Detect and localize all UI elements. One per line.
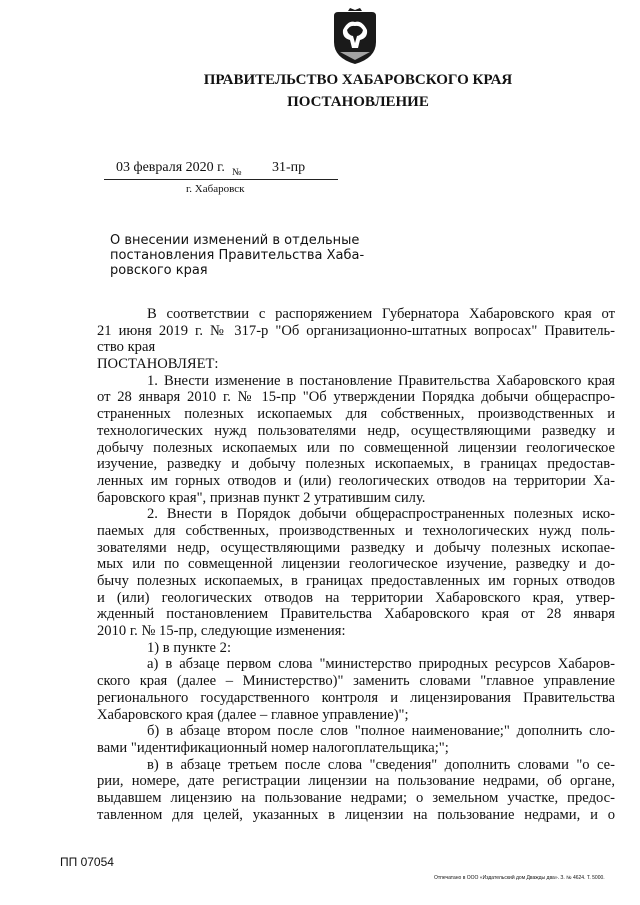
body-line: паемых для собственных, производственных и технологических нужд поль-: [97, 522, 615, 539]
body-line: 2010 г. № 15-пр, следующие изменения:: [97, 623, 346, 640]
subject-line: О внесении изменений в отдельные: [110, 233, 360, 248]
body-line: от 28 января 2010 г. № 15-пр "Об утверждении Порядка добычи общераспро-: [97, 389, 615, 406]
body-line: в) в абзаце третьем после слова "сведения" дополнить словами "о се-: [147, 756, 615, 773]
body-line: добычу полезных ископаемых или по совмещенной лицензии геологическое: [97, 439, 615, 456]
body-line: и (или) геологических отводов на территории Хабаровского края, утвер-: [97, 589, 615, 606]
body-line: а) в абзаце первом слова "министерство природных ресурсов Хабаров-: [147, 656, 615, 673]
body-line: рии, номере, дате регистрации лицензии на пользование недрами, об органе,: [97, 773, 615, 790]
body-line: 1) в пункте 2:: [147, 639, 232, 656]
body-line: бычу полезных ископаемых, в границах предоставленных им горных отводов: [97, 573, 615, 589]
date-underline: [104, 179, 338, 180]
body-line: выдавшем лицензию на пользование недрами; о земельном участке, предос-: [97, 789, 615, 806]
body-line: В соответствии с распоряжением Губернатора Хабаровского края от: [147, 306, 615, 322]
body-line: Хабаровского края (далее – главное управление)";: [97, 706, 409, 723]
body-line: 21 июня 2019 г. № 317-р "Об организационно-штатных вопросах" Правитель-: [97, 322, 615, 339]
body-line: ского края (далее – Министерство)" заменить словами "главное управление: [97, 673, 615, 690]
body-line: зователями недр, осуществляющими разведку и добычу полезных ископае-: [97, 539, 615, 556]
body-line: ПОСТАНОВЛЯЕТ:: [97, 356, 219, 373]
document-city: г. Хабаровск: [186, 183, 245, 195]
print-note: Отпечатано в ООО «Издательский дом Дважды два». З. № 4624. Т. 5000.: [434, 875, 605, 881]
body-line: технологических нужд пользователями недр, осуществляющими разведку и: [97, 422, 615, 439]
body-line: б) в абзаце втором после слов "полное наименование;" дополнить сло-: [147, 723, 615, 740]
number-label: №: [232, 167, 242, 178]
body-line: регионального государственного контроля и лицензирования Правительства: [97, 689, 615, 706]
document-date: 03 февраля 2020 г.: [116, 160, 225, 175]
subject-line: постановления Правительства Хаба-: [110, 248, 365, 263]
body-line: баровского края", признав пункт 2 утратившим силу.: [97, 489, 426, 506]
body-line: вами "идентификационный номер налогоплательщика;";: [97, 739, 449, 756]
organization-title: ПРАВИТЕЛЬСТВО ХАБАРОВСКОГО КРАЯ: [203, 72, 513, 88]
document-type-title: ПОСТАНОВЛЕНИЕ: [287, 94, 429, 110]
body-line: ство края: [97, 339, 156, 356]
footer-code: ПП 07054: [60, 855, 114, 869]
body-line: страненных полезных ископаемых для собственных, производственных и: [97, 406, 615, 423]
body-line: жденный постановлением Правительства Хабаровского края от 28 января: [97, 606, 615, 623]
body-line: ленных им горных отводов и (или) геологических отводов на территории Ха-: [97, 472, 615, 489]
body-line: 1. Внести изменение в постановление Правительства Хабаровского края: [147, 372, 615, 389]
body-line: мых или по совмещенной лицензии геологическое изучение, разведку и до-: [97, 556, 615, 573]
body-line: изучение, разведку и добычу полезных ископаемых, в границах предостав-: [97, 456, 615, 473]
body-line: тавленном для целей, указанных в лицензии на пользование недрами, и о: [97, 806, 615, 823]
body-line: 2. Внести в Порядок добычи общераспространенных полезных иско-: [147, 506, 615, 523]
document-number: 31-пр: [272, 160, 306, 175]
document-body: [97, 306, 615, 823]
document-subject: [110, 233, 365, 278]
subject-line: ровского края: [110, 263, 208, 278]
emblem-coat-of-arms-icon: [330, 8, 380, 66]
